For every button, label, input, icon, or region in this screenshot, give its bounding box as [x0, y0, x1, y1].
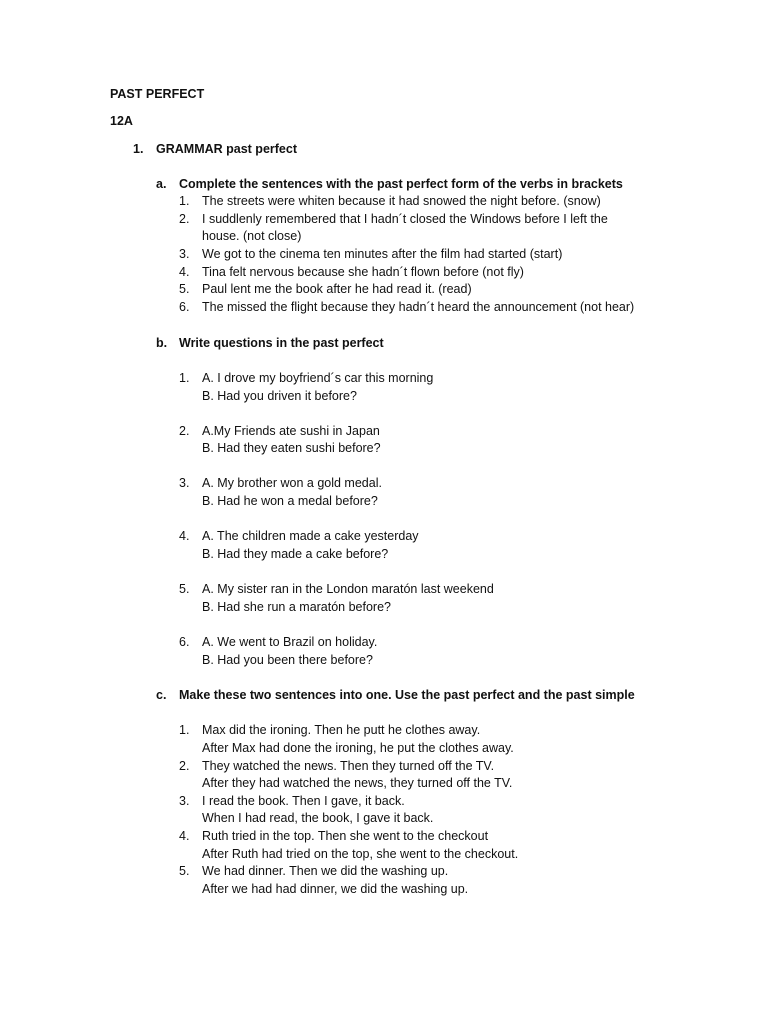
- unit-label: 12A: [110, 114, 133, 128]
- section-number: 1.: [133, 142, 144, 156]
- part-b-question: B. Had they eaten sushi before?: [202, 441, 381, 455]
- part-b-item-number: 1.: [179, 371, 190, 385]
- part-c-item-number: 1.: [179, 723, 190, 737]
- part-a-instruction: Complete the sentences with the past perfect form of the verbs in brackets: [179, 177, 623, 191]
- part-a-item-text: The streets were whiten because it had snowed the night before. (snow): [202, 194, 601, 208]
- part-a-item-number: 5.: [179, 282, 190, 296]
- part-c-sentences: They watched the news. Then they turned off the TV.: [202, 759, 495, 773]
- part-a-item-number: 6.: [179, 300, 190, 314]
- part-c-item-number: 5.: [179, 864, 190, 878]
- part-b-question: B. Had she run a maratón before?: [202, 600, 392, 614]
- part-b-question: B. Had they made a cake before?: [202, 547, 389, 561]
- part-b-statement: A. My sister ran in the London maratón last weekend: [202, 582, 494, 596]
- part-c-sentences: I read the book. Then I gave, it back.: [202, 794, 405, 808]
- part-c-answer: After they had watched the news, they turned off the TV.: [202, 776, 513, 790]
- part-c-answer: After Max had done the ironing, he put the clothes away.: [202, 741, 514, 755]
- part-a-item-number: 1.: [179, 194, 190, 208]
- part-b-item-number: 6.: [179, 635, 190, 649]
- part-c-instruction: Make these two sentences into one. Use the past perfect and the past simple: [179, 688, 635, 702]
- part-a-item-text: Tina felt nervous because she hadn´t flown before (not fly): [202, 265, 524, 279]
- part-b-statement: A. We went to Brazil on holiday.: [202, 635, 378, 649]
- part-a-item-number: 2.: [179, 212, 190, 226]
- part-b-instruction: Write questions in the past perfect: [179, 336, 384, 350]
- part-a-item-text: The missed the flight because they hadn´t heard the announcement (not hear): [202, 300, 635, 314]
- part-c-answer: After Ruth had tried on the top, she went to the checkout.: [202, 847, 519, 861]
- part-c-item-number: 4.: [179, 829, 190, 843]
- part-b-statement: A. I drove my boyfriend´s car this morning: [202, 371, 434, 385]
- part-c-letter: c.: [156, 688, 167, 702]
- part-b-item-number: 4.: [179, 529, 190, 543]
- part-c-sentences: We had dinner. Then we did the washing up.: [202, 864, 449, 878]
- part-b-statement: A. My brother won a gold medal.: [202, 476, 382, 490]
- part-b-item-number: 3.: [179, 476, 190, 490]
- part-b-question: B. Had you driven it before?: [202, 389, 357, 403]
- part-c-item-number: 3.: [179, 794, 190, 808]
- part-b-item-number: 5.: [179, 582, 190, 596]
- part-b-question: B. Had he won a medal before?: [202, 494, 378, 508]
- part-b-question: B. Had you been there before?: [202, 653, 373, 667]
- part-a-item-text: We got to the cinema ten minutes after the film had started (start): [202, 247, 563, 261]
- part-c-answer: When I had read, the book, I gave it back.: [202, 811, 434, 825]
- part-c-sentences: Max did the ironing. Then he putt he clothes away.: [202, 723, 481, 737]
- part-c-sentences: Ruth tried in the top. Then she went to the checkout: [202, 829, 489, 843]
- part-b-letter: b.: [156, 336, 168, 350]
- part-c-item-number: 2.: [179, 759, 190, 773]
- part-b-item-number: 2.: [179, 424, 190, 438]
- part-a-item-continuation: house. (not close): [202, 229, 302, 243]
- part-a-item-number: 4.: [179, 265, 190, 279]
- part-a-letter: a.: [156, 177, 167, 191]
- part-c-answer: After we had had dinner, we did the washing up.: [202, 882, 469, 896]
- part-a-item-text: Paul lent me the book after he had read it. (read): [202, 282, 472, 296]
- section-heading: GRAMMAR past perfect: [156, 142, 297, 156]
- part-b-statement: A.My Friends ate sushi in Japan: [202, 424, 380, 438]
- part-a-item-text: I suddlenly remembered that I hadn´t closed the Windows before I left the: [202, 212, 608, 226]
- part-b-statement: A. The children made a cake yesterday: [202, 529, 419, 543]
- part-a-item-number: 3.: [179, 247, 190, 261]
- page-title: PAST PERFECT: [110, 87, 205, 101]
